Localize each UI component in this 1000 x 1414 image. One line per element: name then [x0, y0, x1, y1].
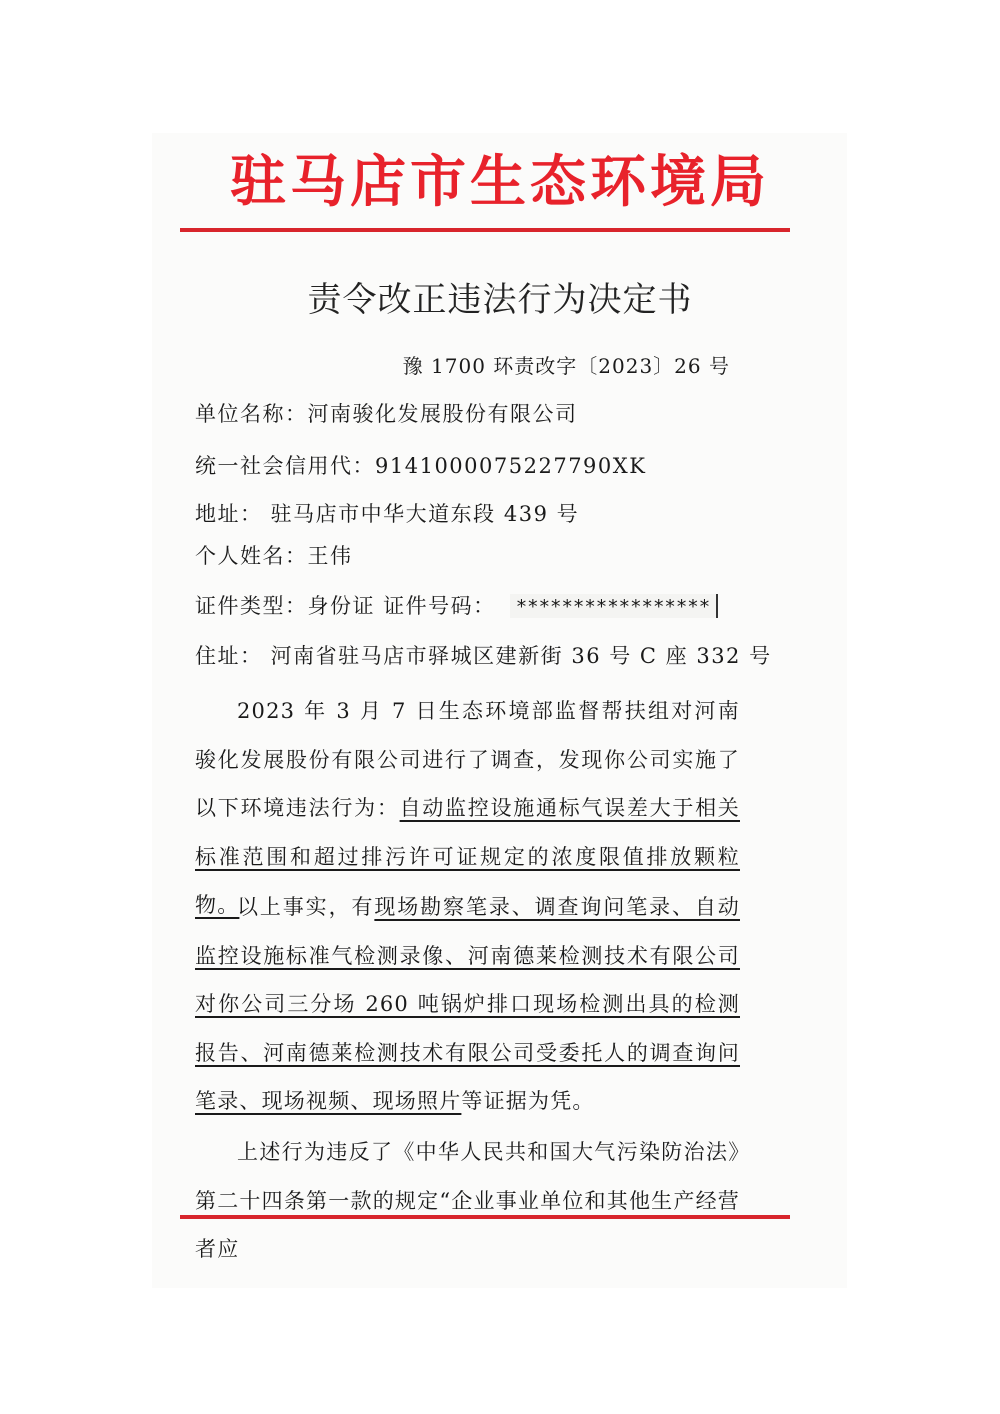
paragraph-legal-basis: 上述行为违反了《中华人民共和国大气污染防治法》第二十四条第一款的规定“企业事业单位和其他生产经营者应 — [195, 1140, 740, 1261]
footer-red-rule — [180, 1215, 790, 1219]
document-title: 责令改正违法行为决定书 — [307, 280, 693, 320]
document-number: 豫 1700 环责改字〔2023〕26 号 — [402, 354, 730, 378]
evidence-tail: 等证据为凭。 — [461, 1089, 595, 1113]
violation-text: 自动监控设施通标气误差大于相关标准范围和超过排污许可证规定的浓度限值排放颗粒物。 — [195, 796, 740, 917]
id-field — [195, 590, 718, 620]
residence-field: 住址： 河南省驻马店市驿城区建新街 36 号 C 座 332 号 — [195, 644, 772, 668]
evidence-lead: 以上事实，有 — [237, 895, 375, 919]
agency-header: 驻马店市生态环境局 — [230, 149, 770, 215]
header-red-rule — [180, 228, 790, 232]
unit-name-field: 单位名称：河南骏化发展股份有限公司 — [195, 402, 578, 426]
paragraph-evidence — [195, 883, 740, 1126]
evidence-list: 现场勘察笔录、调查询问笔录、自动监控设施标准气检测录像、河南德莱检测技术有限公司对你公司三分场 260 吨锅炉排口现场检测出具的检测报告、河南德莱检测技术有限公司受委托人的调查询问笔录、现场视频、现场照片 — [195, 895, 740, 1113]
id-type-label: 证件类型：身份证 证件号码： — [195, 594, 496, 618]
address-field: 地址： 驻马店市中华大道东段 439 号 — [195, 502, 580, 526]
id-number-redacted: ***************** — [510, 594, 718, 618]
person-name-field: 个人姓名：王伟 — [195, 544, 353, 568]
investigation-intro: 2023 年 3 月 7 日生态环境部监督帮扶组对河南骏化发展股份有限公司进行了调查，发现你公司实施了以下环境违法行为： — [195, 699, 740, 820]
credit-code-field: 统一社会信用代：9141000075227790XK — [195, 454, 647, 478]
